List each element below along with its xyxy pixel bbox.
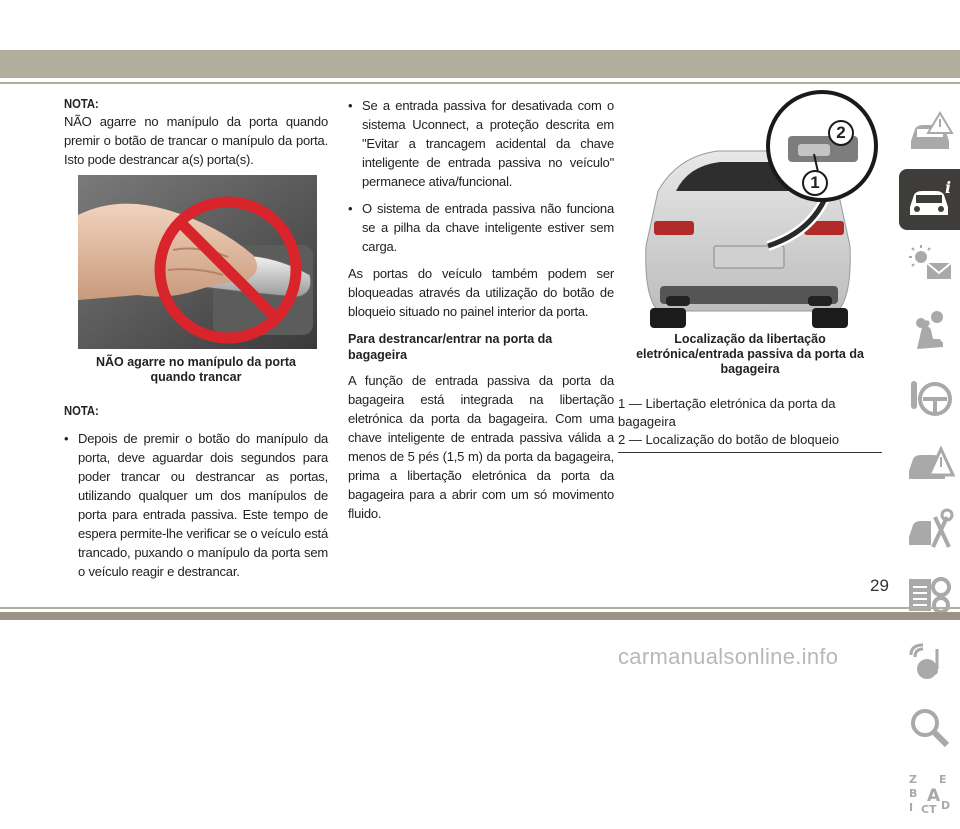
- caption-line: NÃO agarre no manípulo da porta: [95, 355, 297, 369]
- footer-band: [0, 612, 960, 620]
- tab-car-hazard[interactable]: [899, 433, 960, 494]
- door-handle-illustration: [78, 175, 317, 349]
- seat-airbag-icon: [907, 309, 953, 353]
- steering-key-icon: [907, 375, 953, 419]
- legend-item: 1 — Libertação eletrónica da porta da: [618, 396, 836, 411]
- column-1: [64, 96, 328, 589]
- note-title: NOTA:: [64, 97, 99, 111]
- door-handle-photo: [78, 175, 317, 349]
- tab-multimedia[interactable]: [899, 631, 960, 692]
- chapter-tabs: [899, 103, 960, 829]
- header-band-line: [0, 82, 960, 84]
- section-heading: Para destrancar/entrar na porta da bagageira: [348, 332, 553, 362]
- index-letter: A: [927, 786, 941, 806]
- multimedia-icon: [907, 639, 953, 683]
- tab-index[interactable]: [899, 763, 960, 824]
- car-warning-icon: [907, 111, 953, 155]
- specs-gears-icon: [907, 573, 953, 617]
- note-text: NÃO agarre no manípulo da porta quando premir o botão de trancar o manípulo da porta. Isto pode destrancar a(s) porta(s).: [64, 114, 328, 167]
- figure-legend: [618, 395, 882, 453]
- image-caption: [618, 332, 882, 377]
- index-letter: B: [909, 787, 918, 800]
- list-item: • Depois de premir o botão do manípulo da porta, deve aguardar dois segundos para poder trancar ou destrancar as portas, utilizando qualquer um dos manípulos de porta para entrada passiva. Este tempo de espera permite-lhe verificar se o veículo está trancado, puxando o manípulo da porta sem o veículo reagir e destrancar.: [64, 429, 328, 581]
- note-bullet-list: [64, 429, 328, 581]
- tab-steering-key[interactable]: [899, 367, 960, 428]
- car-tools-icon: [907, 507, 953, 551]
- legend-item: bagageira: [618, 414, 676, 429]
- callout-1: 1: [802, 170, 828, 196]
- caption-line: Localização da libertação: [674, 332, 826, 346]
- index-letter: C: [921, 803, 930, 816]
- callout-2: 2: [828, 120, 854, 146]
- tab-lights-message[interactable]: [899, 235, 960, 296]
- index-letter: E: [939, 773, 947, 786]
- footer-band-line: [0, 607, 960, 609]
- paragraph: As portas do veículo também podem ser bloqueadas através da utilização do botão de bloqueio situado no painel interior da porta.: [348, 266, 614, 319]
- index-letter: D: [941, 799, 951, 812]
- svg-text:i: i: [945, 178, 952, 197]
- column-3: [618, 96, 882, 453]
- index-letter: Z: [909, 773, 917, 786]
- tab-car-tools[interactable]: [899, 499, 960, 560]
- tab-seat-airbag[interactable]: [899, 301, 960, 362]
- caption-line: bagageira: [720, 362, 780, 376]
- tab-car-warning[interactable]: [899, 103, 960, 164]
- watermark-text: carmanualsonline.info: [618, 644, 839, 669]
- tab-car-info[interactable]: [899, 169, 960, 230]
- liftgate-photo: [618, 96, 880, 316]
- header-band: [0, 50, 960, 78]
- caption-line: quando trancar: [150, 370, 242, 384]
- list-item: • O sistema de entrada passiva não funciona se a pilha da chave inteligente estiver sem carga.: [348, 199, 614, 256]
- legend-item: 2 — Localização do botão de bloqueio: [618, 432, 840, 447]
- bullet-list: [348, 96, 614, 256]
- lights-message-icon: [907, 243, 953, 287]
- page-number: 29: [870, 576, 889, 595]
- tab-search[interactable]: [899, 697, 960, 758]
- index-letter: I: [909, 801, 914, 814]
- column-2: [348, 96, 614, 523]
- search-icon: [907, 705, 953, 749]
- list-item: • Se a entrada passiva for desativada com o sistema Uconnect, a proteção descrita em "Evitar a trancagem acidental da chave inteligente de entrada passiva no veículo" permanece ativa/funcional.: [348, 96, 614, 191]
- caption-line: eletrónica/entrada passiva da porta da: [636, 347, 864, 361]
- index-icon: [907, 771, 953, 815]
- car-hazard-icon: [907, 441, 953, 485]
- paragraph: A função de entrada passiva da porta da bagageira está integrada na libertação eletrónica da porta da bagageira. Com uma chave inteligente de entrada passiva válida a menos de 5 pés (1,5 m) da porta da bagageira, prima a libertação eletrónica da porta da bagageira para a abrir com um só movimento fluido.: [348, 373, 614, 521]
- car-info-icon: [907, 177, 953, 221]
- index-letter: T: [929, 803, 937, 816]
- note-title: NOTA:: [64, 404, 99, 418]
- image-caption: [64, 355, 328, 385]
